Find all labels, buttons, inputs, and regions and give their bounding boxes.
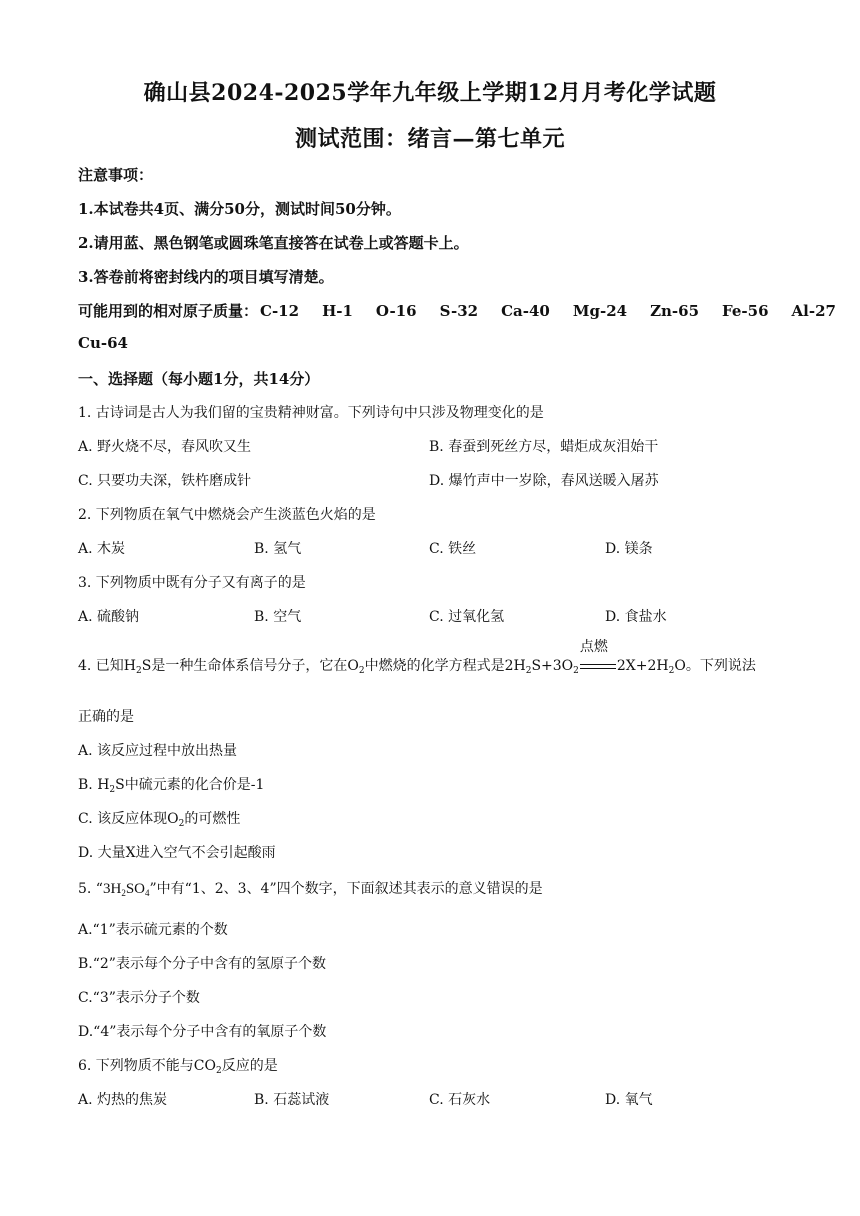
question-3-stem: 3. 下列物质中既有分子又有离子的是 xyxy=(78,575,306,591)
question-2-option-d: D. 镁条 xyxy=(605,541,653,557)
q4-text-4: S+3O xyxy=(531,658,574,674)
atomic-mass-ca: Ca-40 xyxy=(501,302,550,320)
question-4-option-a: A. 该反应过程中放出热量 xyxy=(78,743,238,759)
question-1-option-d: D. 爆竹声中一岁除，春风送暖入屠苏 xyxy=(429,473,659,489)
atomic-mass-al: Al-27 xyxy=(791,302,836,320)
question-1-option-a: A. 野火烧不尽，春风吹又生 xyxy=(78,439,252,455)
question-6-option-a: A. 灼热的焦炭 xyxy=(78,1092,168,1108)
q4-text-6: O。下列说法 xyxy=(674,658,756,674)
atomic-mass-zn: Zn-65 xyxy=(650,302,700,320)
q4-text-3: 中燃烧的化学方程式是2H xyxy=(364,658,526,674)
atomic-masses-line-2: Cu-64 xyxy=(78,334,128,352)
q4-text-2: S是一种生命体系信号分子，它在O xyxy=(141,658,359,674)
sulfuric-acid-formula xyxy=(103,881,150,897)
q4b-text-1: B. H xyxy=(78,777,110,793)
atomic-mass-mg: Mg-24 xyxy=(572,302,628,320)
question-6-stem xyxy=(78,1055,278,1076)
question-3-option-a: A. 硫酸钠 xyxy=(78,609,140,625)
question-1-option-b: B. 春蚕到死丝方尽，蜡炬成灰泪始干 xyxy=(429,439,659,455)
exam-subtitle: 测试范围：绪言—第七单元 xyxy=(294,126,565,152)
question-5-option-c: C.“3”表示分子个数 xyxy=(78,990,200,1006)
q4c-text-2: 的可燃性 xyxy=(184,811,241,827)
question-4-stem xyxy=(78,639,756,676)
notice-heading: 注意事项： xyxy=(78,166,154,184)
question-3-option-b: B. 空气 xyxy=(254,609,302,625)
question-2-stem: 2. 下列物质在氧气中燃烧会产生淡蓝色火焰的是 xyxy=(78,507,376,523)
notice-item-1: 1.本试卷共4页、满分50分，测试时间50分钟。 xyxy=(78,200,401,218)
q5-text-1: 5. “ xyxy=(78,881,103,897)
atomic-masses-line xyxy=(78,300,836,321)
q4-sub-4: 2 xyxy=(573,666,579,676)
q4-sub-5: 2 xyxy=(668,666,675,676)
q4b-sub: 2 xyxy=(109,785,116,795)
question-6-option-d: D. 氧气 xyxy=(605,1092,653,1108)
question-3-option-d: D. 食盐水 xyxy=(605,609,667,625)
q6-text-1: 6. 下列物质不能与CO xyxy=(78,1058,216,1074)
reaction-condition xyxy=(579,639,617,674)
question-2-option-c: C. 铁丝 xyxy=(429,541,477,557)
formula-part-2: SO xyxy=(125,881,145,897)
question-6-option-b: B. 石蕊试液 xyxy=(254,1092,330,1108)
question-4-option-b xyxy=(78,774,264,795)
question-1-stem: 1. 古诗词是古人为我们留的宝贵精神财富。下列诗句中只涉及物理变化的是 xyxy=(78,405,544,421)
section-heading: 一、选择题（每小题1分，共14分） xyxy=(78,370,320,388)
notice-item-3: 3.答卷前将密封线内的项目填写清楚。 xyxy=(78,268,334,286)
atomic-mass-fe: Fe-56 xyxy=(722,302,769,320)
atomic-masses-label: 可能用到的相对原子质量： xyxy=(78,302,259,320)
q4c-sub: 2 xyxy=(178,819,185,829)
question-5-option-d: D.“4”表示每个分子中含有的氧原子个数 xyxy=(78,1024,327,1040)
q4-sub-1: 2 xyxy=(136,666,142,676)
q6-text-2: 反应的是 xyxy=(221,1058,278,1074)
formula-sub-2: 2 xyxy=(121,888,126,898)
question-5-stem xyxy=(78,878,543,898)
q6-sub: 2 xyxy=(216,1066,222,1076)
question-4-option-d: D. 大量X进入空气不会引起酸雨 xyxy=(78,845,276,861)
q4-sub-3: 2 xyxy=(525,666,532,676)
atomic-mass-h: H-1 xyxy=(322,302,353,320)
q4c-text-1: C. 该反应体现O xyxy=(78,811,179,827)
exam-title: 确山县2024-2025学年九年级上学期12月月考化学试题 xyxy=(143,80,717,106)
question-3-option-c: C. 过氧化氢 xyxy=(429,609,505,625)
q4-sub-2: 2 xyxy=(358,666,365,676)
atomic-mass-o: O-16 xyxy=(375,302,417,320)
reaction-condition-label: 点燃 xyxy=(579,639,608,655)
equation-equals-sign xyxy=(580,664,616,669)
question-1-option-c: C. 只要功夫深，铁杵磨成针 xyxy=(78,473,252,489)
notice-item-2: 2.请用蓝、黑色钢笔或圆珠笔直接答在试卷上或答题卡上。 xyxy=(78,234,469,252)
q4-text-1: 4. 已知H xyxy=(78,658,137,674)
q4b-text-2: S中硫元素的化合价是-1 xyxy=(115,777,265,793)
formula-sub-4: 4 xyxy=(145,888,150,898)
q5-text-2: ”中有“1、2、3、4”四个数字，下面叙述其表示的意义错误的是 xyxy=(149,881,543,897)
q4-text-5: 2X+2H xyxy=(616,658,669,674)
question-4-stem-line-2: 正确的是 xyxy=(78,709,134,725)
question-2-option-b: B. 氢气 xyxy=(254,541,302,557)
question-2-option-a: A. 木炭 xyxy=(78,541,126,557)
atomic-mass-s: S-32 xyxy=(439,302,479,320)
question-6-option-c: C. 石灰水 xyxy=(429,1092,491,1108)
question-5-option-a: A.“1”表示硫元素的个数 xyxy=(78,922,228,938)
question-5-option-b: B.“2”表示每个分子中含有的氢原子个数 xyxy=(78,956,326,972)
formula-part-1: 3H xyxy=(102,881,122,897)
question-4-option-c xyxy=(78,808,240,829)
atomic-mass-c: C-12 xyxy=(260,302,300,320)
